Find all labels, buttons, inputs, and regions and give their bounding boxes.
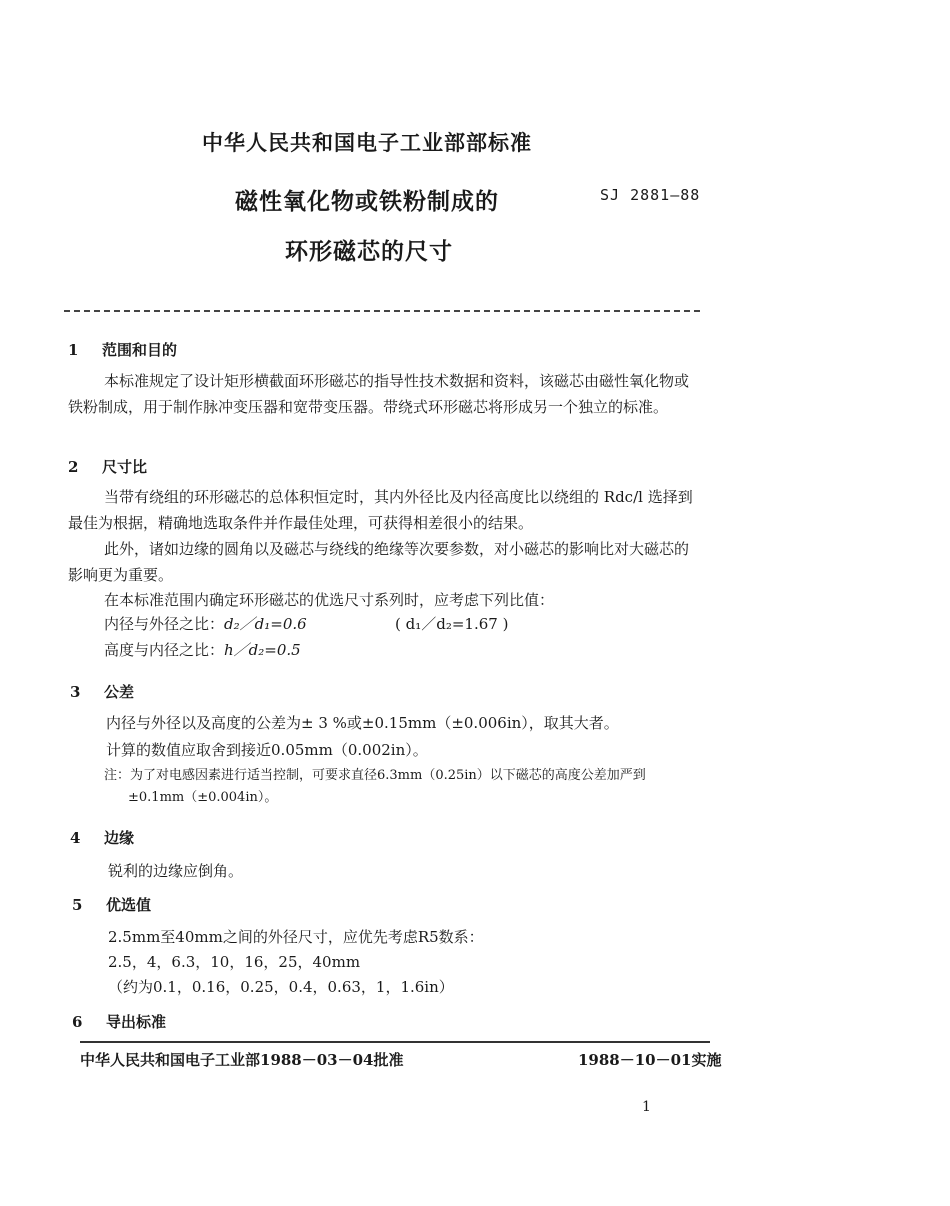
section-1-paragraph: 本标准规定了设计矩形横截面环形磁芯的指导性技术数据和资料，该磁芯由磁性氧化物或铁粉制成，用于制作脉冲变压器和宽带变压器。带绕式环形磁芯将形成另一个独立的标准。 (68, 372, 690, 416)
section-2-ratio-intro: 在本标准范围内确定环形磁芯的优选尺寸系列时，应考虑下列比值： (104, 591, 555, 609)
section-number: 2 (68, 458, 79, 476)
standard-code: SJ 2881—88 (600, 186, 701, 204)
ratio-label: 高度与内径之比： (104, 641, 225, 659)
page-number: 1 (642, 1099, 651, 1115)
section-2-heading (68, 456, 147, 477)
section-3-note-line-1: 注：为了对电感因素进行适当控制，可要求直径6.3mm（0.25in）以下磁芯的高度公差加严到 (104, 768, 646, 783)
section-6-heading (72, 1011, 166, 1032)
section-3-line-1: 内径与外径以及高度的公差为± 3 %或±0.15mm（±0.006in），取其大者。 (106, 714, 619, 732)
section-2-paragraph-2: 此外，诸如边缘的圆角以及磁芯与绕线的绝缘等次要参数，对小磁芯的影响比对大磁芯的影响更为重要。 (68, 540, 690, 584)
ratio-value: d₂／d₁=0.6 (224, 615, 307, 633)
section-3-line-2: 计算的数值应取舍到接近0.05mm（0.002in）。 (106, 741, 428, 759)
effective-date: 1988－10－01实施 (578, 1051, 722, 1069)
footer-divider (80, 1041, 710, 1043)
ratio-inner-outer-alt: ( d₁／d₂=1.67 ) (395, 615, 509, 633)
section-title: 边缘 (104, 829, 135, 847)
section-4-line-1: 锐利的边缘应倒角。 (108, 862, 244, 880)
section-number: 4 (70, 829, 81, 847)
section-5-heading (72, 894, 151, 915)
section-title: 优选值 (106, 896, 152, 914)
section-title: 尺寸比 (102, 458, 148, 476)
approval-date: 中华人民共和国电子工业部1988－03－04批准 (80, 1051, 404, 1069)
section-title: 范围和目的 (102, 341, 178, 359)
ratio-value: h／d₂=0.5 (224, 641, 301, 659)
section-3-heading (70, 681, 134, 702)
section-number: 1 (68, 341, 79, 359)
section-1-heading (68, 339, 177, 360)
ratio-inner-outer (104, 613, 307, 634)
document-title-line1: 磁性氧化物或铁粉制成的 (235, 188, 499, 215)
document-title-line2: 环形磁芯的尺寸 (285, 238, 453, 265)
section-number: 3 (70, 683, 81, 701)
section-5-line-1: 2.5mm至40mm之间的外径尺寸，应优先考虑R5数系： (108, 928, 484, 946)
section-4-heading (70, 827, 134, 848)
section-title: 公差 (104, 683, 135, 701)
header-divider (64, 310, 700, 312)
section-number: 5 (72, 896, 83, 914)
section-number: 6 (72, 1013, 83, 1031)
section-5-line-3: （约为0.1，0.16，0.25，0.4，0.63，1，1.6in） (108, 978, 454, 996)
issuing-organization: 中华人民共和国电子工业部部标准 (202, 130, 532, 155)
ratio-height-inner (104, 639, 301, 660)
ratio-label: 内径与外径之比： (104, 615, 225, 633)
section-3-note-line-2: ±0.1mm（±0.004in）。 (128, 790, 278, 805)
section-5-line-2: 2.5，4，6.3，10，16，25，40mm (108, 953, 361, 971)
section-title: 导出标准 (106, 1013, 167, 1031)
section-2-paragraph-1: 当带有绕组的环形磁芯的总体积恒定时，其内外径比及内径高度比以绕组的 Rdc/l 选择到最佳为根据，精确地选取条件并作最佳处理，可获得相差很小的结果。 (68, 488, 693, 532)
